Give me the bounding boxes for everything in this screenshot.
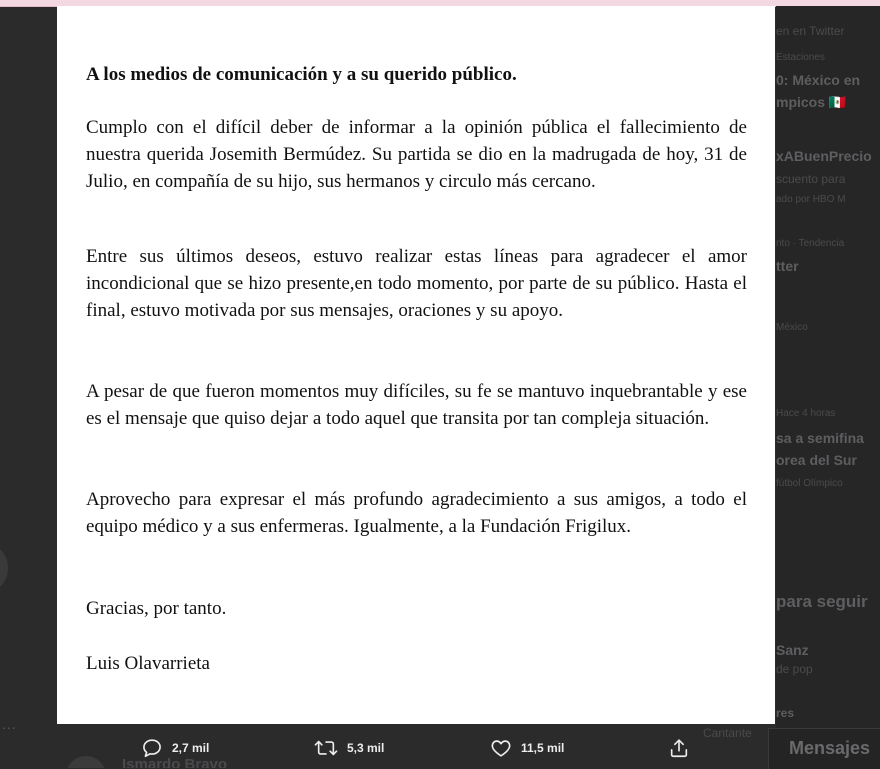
statement-paragraph: Aprovecho para expresar el más profundo agradecimiento a sus amigos, a todo el equipo médico y a sus enfermeras. Igualmente, a la Fundación Frigilux. bbox=[86, 489, 747, 537]
statement-paragraph: Entre sus últimos deseos, estuvo realizar estas líneas para agradecer el amor incondicional que se hizo presente,en todo momento, por parte de su público. Hasta el final, estuvo motivada por sus mensajes, oraciones y su apoyo. bbox=[86, 246, 747, 321]
retweet-button[interactable] bbox=[314, 737, 384, 759]
trend-text: scuento para bbox=[776, 172, 846, 186]
reply-button[interactable] bbox=[141, 737, 209, 759]
messages-drawer[interactable] bbox=[768, 728, 880, 769]
follow-suggestion-desc: de pop bbox=[776, 662, 813, 676]
who-to-follow-heading: para seguir bbox=[776, 592, 868, 611]
statement-paragraph: Cumplo con el difícil deber de informar a la opinión pública el fallecimiento de nuestra querida Josemith Bermúdez. Su partida se dio en la madrugada de hoy, 31 de Julio, en compañía de su hijo, sus hermanos y circulo más cercano. bbox=[86, 117, 747, 192]
follow-suggestion-name[interactable]: Sanz bbox=[776, 642, 809, 658]
like-count: 11,5 mil bbox=[521, 741, 565, 755]
trend-title[interactable]: tter bbox=[776, 258, 799, 274]
trend-title[interactable]: sa a semifina bbox=[776, 430, 864, 446]
trend-title[interactable]: xABuenPrecio bbox=[776, 148, 872, 164]
share-icon bbox=[668, 737, 690, 759]
retweet-icon bbox=[314, 737, 338, 759]
heart-icon bbox=[490, 737, 512, 759]
trend-text: México bbox=[776, 322, 808, 333]
trend-text: nto · Tendencia bbox=[776, 238, 845, 249]
trend-title[interactable]: mpicos 🇲🇽 bbox=[776, 94, 847, 110]
statement-closing: Gracias, por tanto. bbox=[86, 598, 227, 619]
background-text: Cantante bbox=[703, 726, 752, 740]
next-tweet-author: Ismardo Bravo bbox=[122, 756, 228, 768]
trend-text: ado por HBO M bbox=[776, 194, 846, 205]
statement-signature: Luis Olavarrieta bbox=[86, 653, 210, 674]
reply-icon bbox=[141, 737, 163, 759]
tweet-action-bar bbox=[57, 725, 775, 768]
background-avatar bbox=[0, 546, 8, 590]
statement-heading: A los medios de comunicación y a su querido público. bbox=[86, 64, 517, 85]
background-text: res bbox=[776, 706, 795, 720]
trend-text: fútbol Olímpico bbox=[776, 478, 843, 489]
trend-title[interactable]: 0: México en bbox=[776, 72, 861, 88]
retweet-count: 5,3 mil bbox=[347, 741, 385, 755]
more-options-icon[interactable]: ... bbox=[2, 716, 17, 732]
trend-text: en en Twitter bbox=[776, 24, 845, 38]
statement-paragraph: A pesar de que fueron momentos muy difíciles, su fe se mantuvo inquebrantable y ese es el mensaje que quiso dejar a todo aquel que transita por tan compleja situación. bbox=[86, 381, 747, 429]
statement-image bbox=[57, 6, 775, 724]
reply-count: 2,7 mil bbox=[172, 741, 210, 755]
background-trends-column bbox=[776, 6, 880, 768]
trend-title[interactable]: orea del Sur bbox=[776, 452, 857, 468]
share-button[interactable] bbox=[668, 737, 690, 759]
messages-label: Mensajes bbox=[789, 738, 871, 758]
trend-text: Hace 4 horas bbox=[776, 408, 836, 419]
trend-text: Estaciones bbox=[776, 52, 825, 63]
like-button[interactable] bbox=[490, 737, 564, 759]
